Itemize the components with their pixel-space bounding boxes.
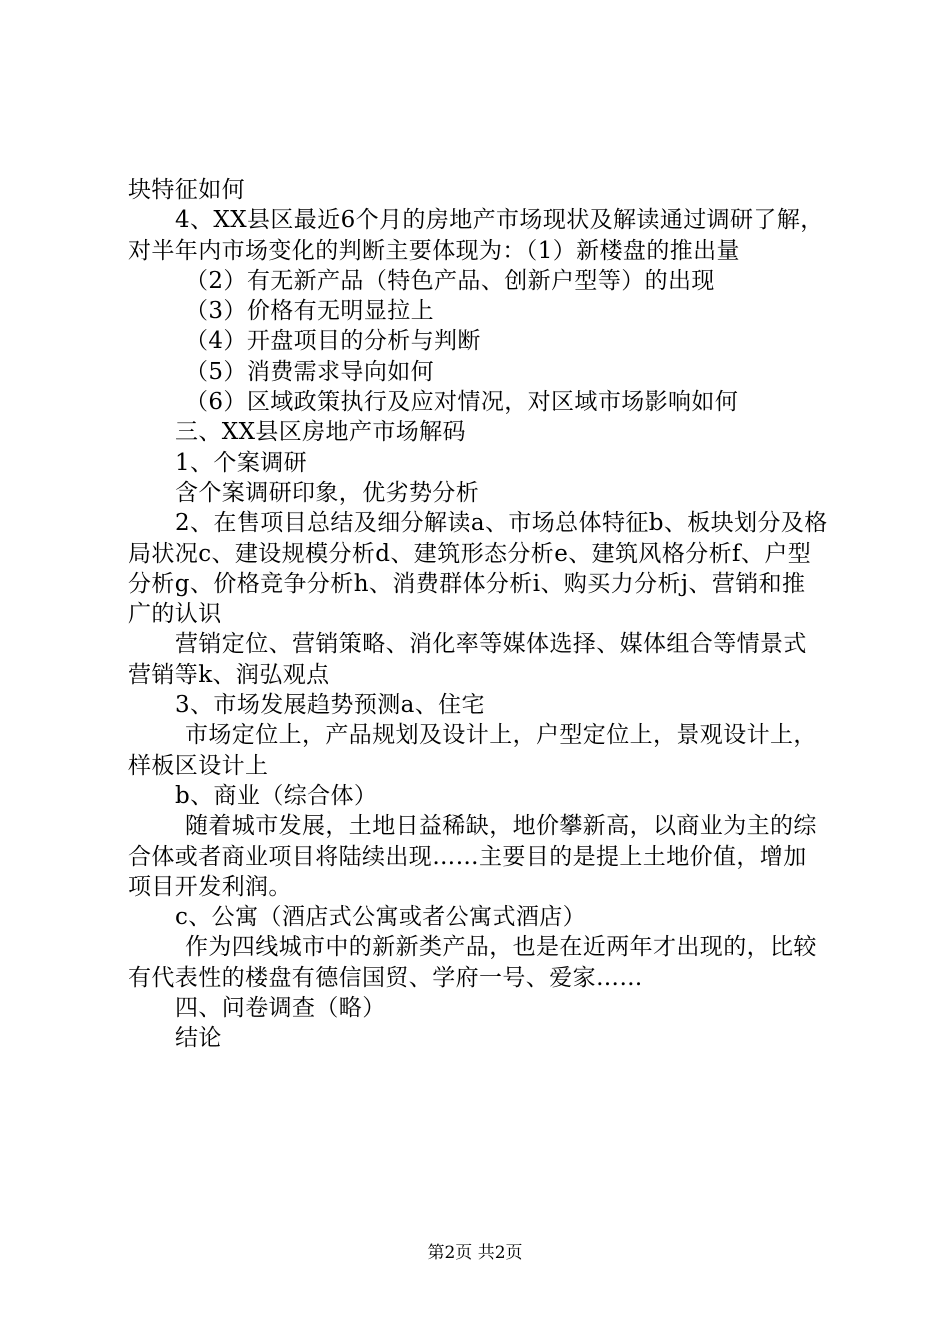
paragraph-10: 含个案调研印象，优劣势分析 <box>175 479 480 506</box>
paragraph-12: 营销定位、营销策略、消化率等媒体选择、媒体组合等情景式营销等k、润弘观点 <box>128 631 807 688</box>
paragraph-2: 4、XX县区最近6个月的房地产市场现状及解读通过调研了解，对半年内市场变化的判断主要体现为：（1）新楼盘的推出量 <box>128 207 824 264</box>
paragraph-11: 2、在售项目总结及细分解读a、市场总体特征b、板块划分及格局状况c、建设规模分析d、建筑形态分析e、建筑风格分析f、户型分析g、价格竞争分析h、消费群体分析i、购买力分析j、营销和推广的认识 <box>128 510 828 628</box>
paragraph-17: c、公寓（酒店式公寓或者公寓式酒店） <box>175 904 587 931</box>
conclusion-heading: 结论 <box>175 1025 222 1052</box>
page-footer <box>0 1242 950 1264</box>
paragraph-15: b、商业（综合体） <box>175 782 378 809</box>
paragraph-14: 市场定位上，产品规划及设计上，户型定位上，景观设计上，样板区设计上 <box>128 722 817 779</box>
page-number-label: 第2页 共2页 <box>427 1243 523 1263</box>
paragraph-5: （4）开盘项目的分析与判断 <box>185 328 481 355</box>
paragraph-16: 随着城市发展，土地日益稀缺，地价攀新高，以商业为主的综合体或者商业项目将陆续出现……主要目的是提上土地价值，增加项目开发利润。 <box>128 813 817 900</box>
paragraph-13: 3、市场发展趋势预测a、住宅 <box>175 692 485 719</box>
section-heading-3: 三、XX县区房地产市场解码 <box>175 419 466 446</box>
paragraph-9: 1、个案调研 <box>175 449 308 476</box>
document-body <box>128 175 828 1054</box>
paragraph-18: 作为四线城市中的新新类产品，也是在近两年才出现的，比较有代表性的楼盘有德信国贸、学府一号、爱家…… <box>128 934 817 991</box>
paragraph-1: 块特征如何 <box>128 177 245 203</box>
paragraph-3: （2）有无新产品（特色产品、创新户型等）的出现 <box>185 267 715 294</box>
section-heading-4: 四、问卷调查（略） <box>175 995 386 1022</box>
paragraph-7: （6）区域政策执行及应对情况，对区域市场影响如何 <box>185 389 739 416</box>
paragraph-4: （3）价格有无明显拉上 <box>185 298 435 325</box>
paragraph-6: （5）消费需求导向如何 <box>185 358 435 385</box>
